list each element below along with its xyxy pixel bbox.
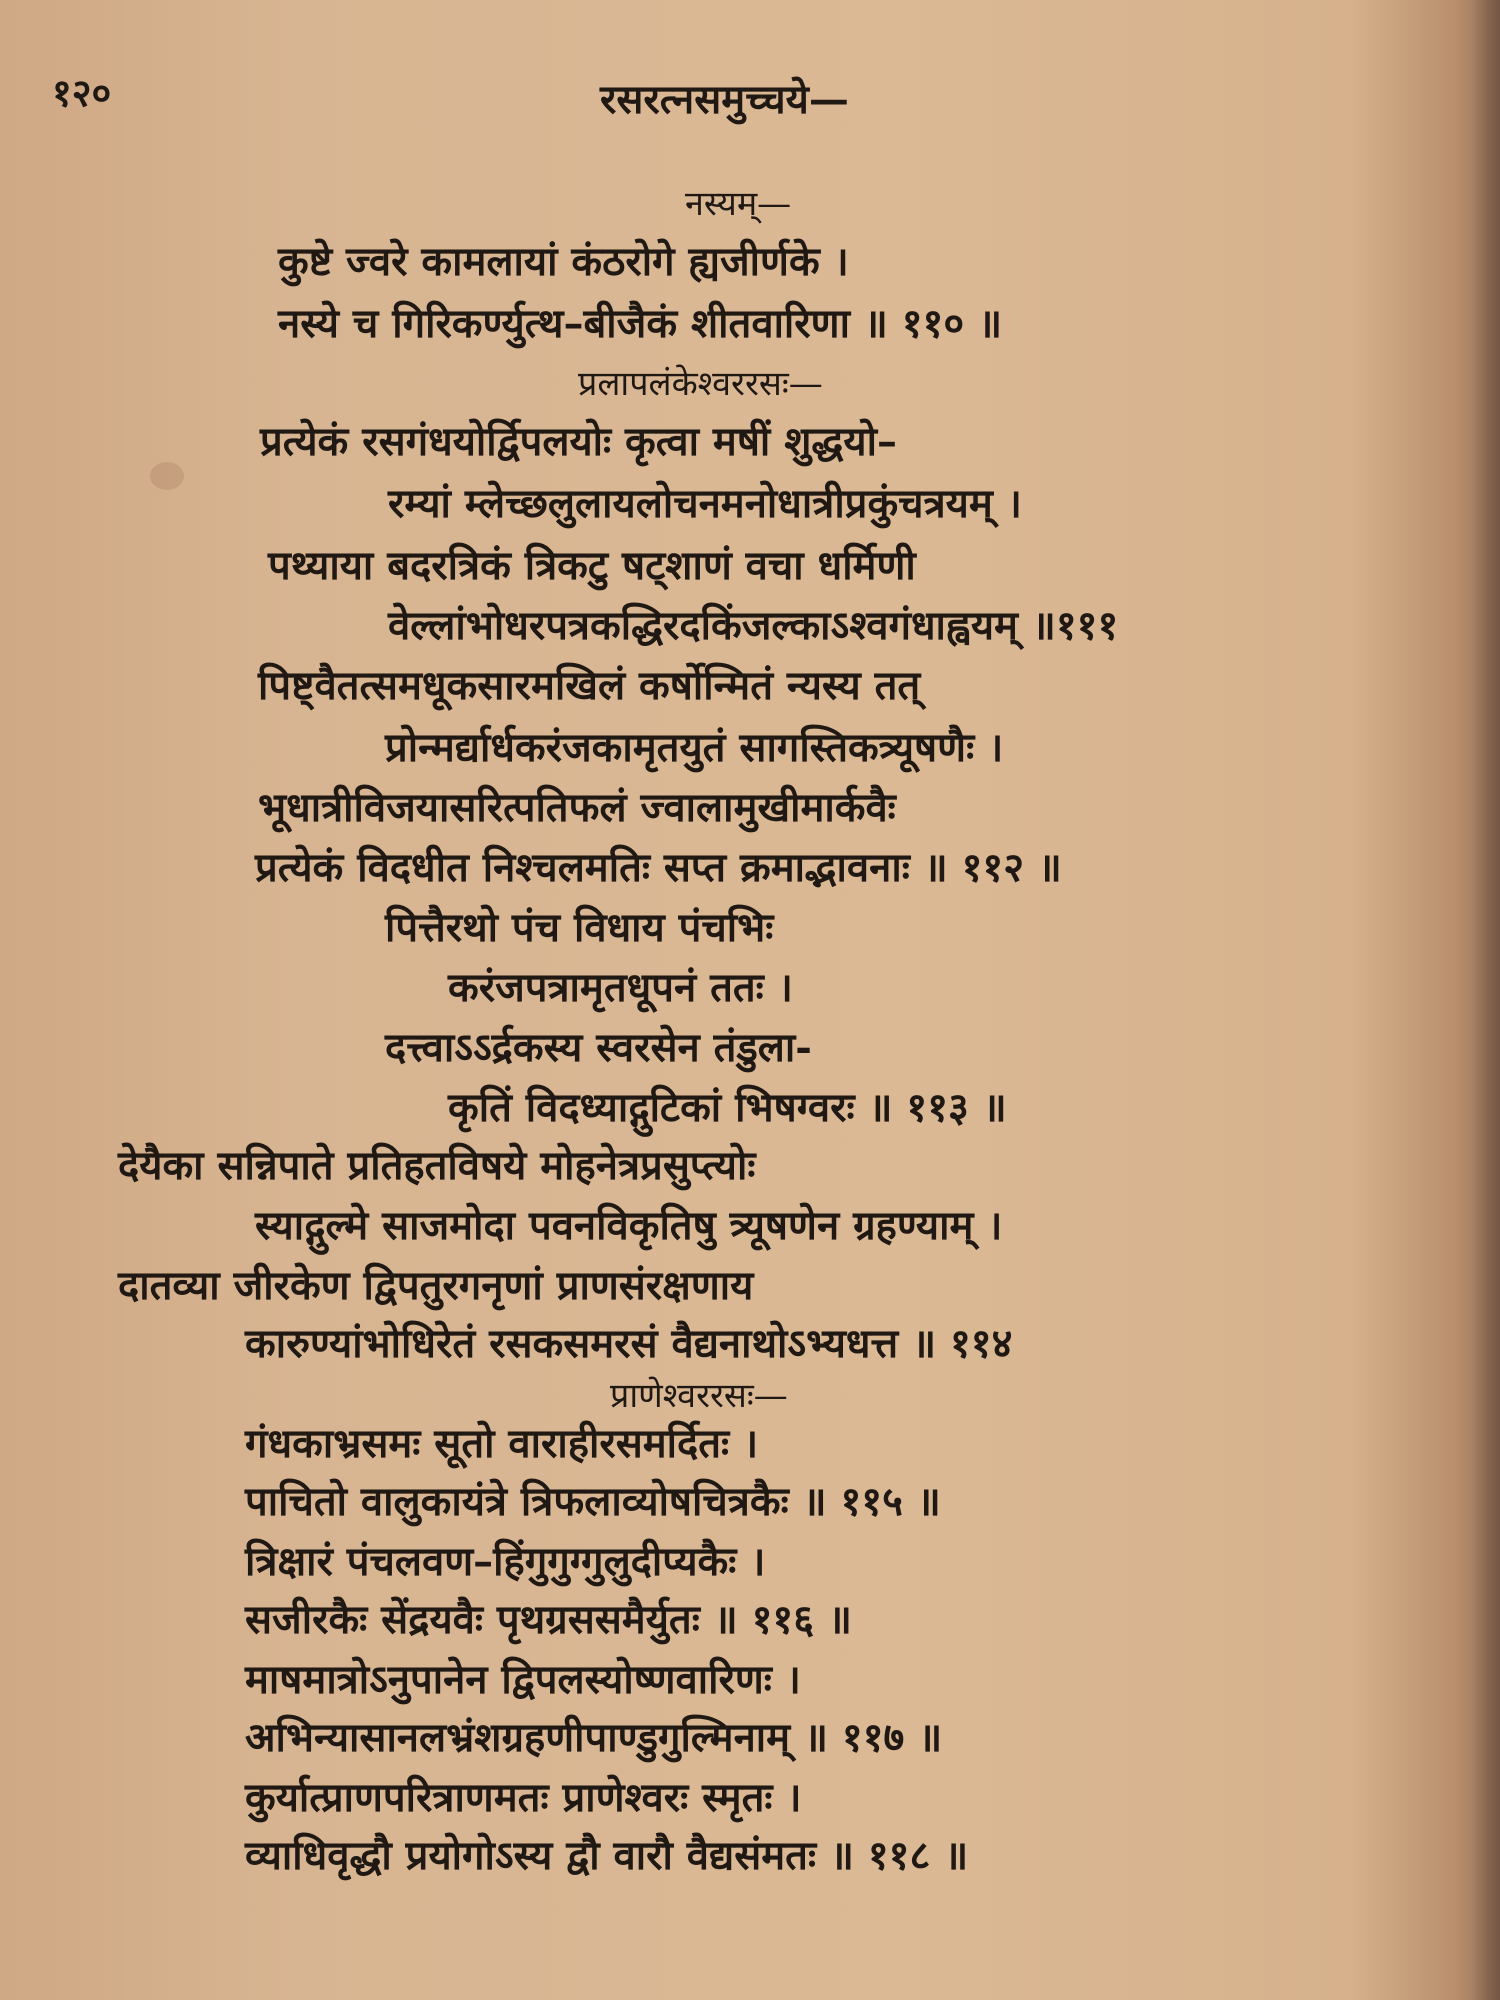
verse-line: रम्यां म्लेच्छलुलायलोचनमनोधात्रीप्रकुंचत्रयम् । [388,480,1022,527]
verse-line: नस्ये च गिरिकर्ण्युत्थ–बीजैकं शीतवारिणा ॥ ११० ॥ [278,300,1003,347]
verse-line: प्रत्येकं रसगंधयोर्द्विपलयोः कृत्वा मषीं शुद्धयो– [260,418,897,465]
page-edge-shadow [1472,0,1500,2000]
verse-line: प्रत्येकं विदधीत निश्चलमतिः सप्त क्रमाद्भावनाः ॥ ११२ ॥ [255,844,1062,891]
verse-line: गंधकाभ्रसमः सूतो वाराहीरसमर्दितः । [245,1420,759,1467]
verse-line: सजीरकैः सेंद्रयवैः पृथग्रससमैर्युतः ॥ ११६ ॥ [245,1596,852,1643]
verse-line: भूधात्रीविजयासरित्पतिफलं ज्वालामुखीमार्कवैः [258,784,896,831]
section-heading-nasyam: नस्यम्— [685,184,792,224]
verse-line: कारुण्यांभोधिरेतं रसकसमरसं वैद्यनाथोऽभ्यधत्त ॥ ११४ [245,1320,1013,1367]
verse-line: पित्तैरथो पंच विधाय पंचभिः [385,904,774,951]
verse-line: स्याद्गुल्मे साजमोदा पवनविकृतिषु त्र्यूषणेन ग्रहण्याम् । [255,1202,1003,1249]
verse-line: दत्त्वाऽऽर्द्रकस्य स्वरसेन तंडुला- [385,1024,812,1071]
verse-line: पाचितो वालुकायंत्रे त्रिफलाव्योषचित्रकैः ॥ ११५ ॥ [245,1478,941,1525]
verse-line: दातव्या जीरकेण द्विपतुरगनृणां प्राणसंरक्षणाय [118,1262,754,1309]
verse-line: अभिन्यासानलभ्रंशग्रहणीपाण्डुगुल्मिनाम् ॥ ११७ ॥ [245,1714,943,1761]
verse-line: वेल्लांभोधरपत्रकद्धिरदकिंजल्काऽश्वगंधाह्वयम् ॥१११ [388,602,1119,649]
verse-line: कुर्यात्प्राणपरित्राणमतः प्राणेश्वरः स्मृतः । [245,1774,802,1821]
verse-line: कुष्टे ज्वरे कामलायां कंठरोगे ह्यजीर्णके । [278,238,849,285]
page-number: १२० [52,70,112,115]
verse-line: माषमात्रोऽनुपानेन द्विपलस्योष्णवारिणः । [245,1656,801,1703]
verse-line: त्रिक्षारं पंचलवण–हिंगुगुग्गुलुदीप्यकैः । [245,1538,766,1585]
running-title: रसरत्नसमुच्चये— [600,76,849,123]
section-heading-pralapalankeshvara: प्रलापलंकेश्वररसः— [578,364,823,404]
verse-line: व्याधिवृद्धौ प्रयोगोऽस्य द्वौ वारौ वैद्यसंमतः ॥ ११८ ॥ [245,1832,969,1879]
verse-line: पथ्याया बदरत्रिकं त्रिकटु षट्शाणं वचा धर्मिणी [268,542,916,589]
verse-line: देयैका सन्निपाते प्रतिहतविषये मोहनेत्रप्रसुप्त्योः [118,1142,756,1189]
section-heading-praneshvara: प्राणेश्वररसः— [610,1376,788,1416]
verse-line: कृतिं विदध्याद्गुटिकां भिषग्वरः ॥ ११३ ॥ [448,1084,1007,1131]
paper-stain [150,462,184,490]
verse-line: प्रोन्मर्द्यार्धकरंजकामृतयुतं सागस्तिकत्र्यूषणैः । [385,724,1004,771]
verse-line: करंजपत्रामृतधूपनं ततः । [448,964,793,1011]
verse-line: पिष्ट्वैतत्समधूकसारमखिलं कर्षोन्मितं न्यस्य तत् [258,662,921,709]
